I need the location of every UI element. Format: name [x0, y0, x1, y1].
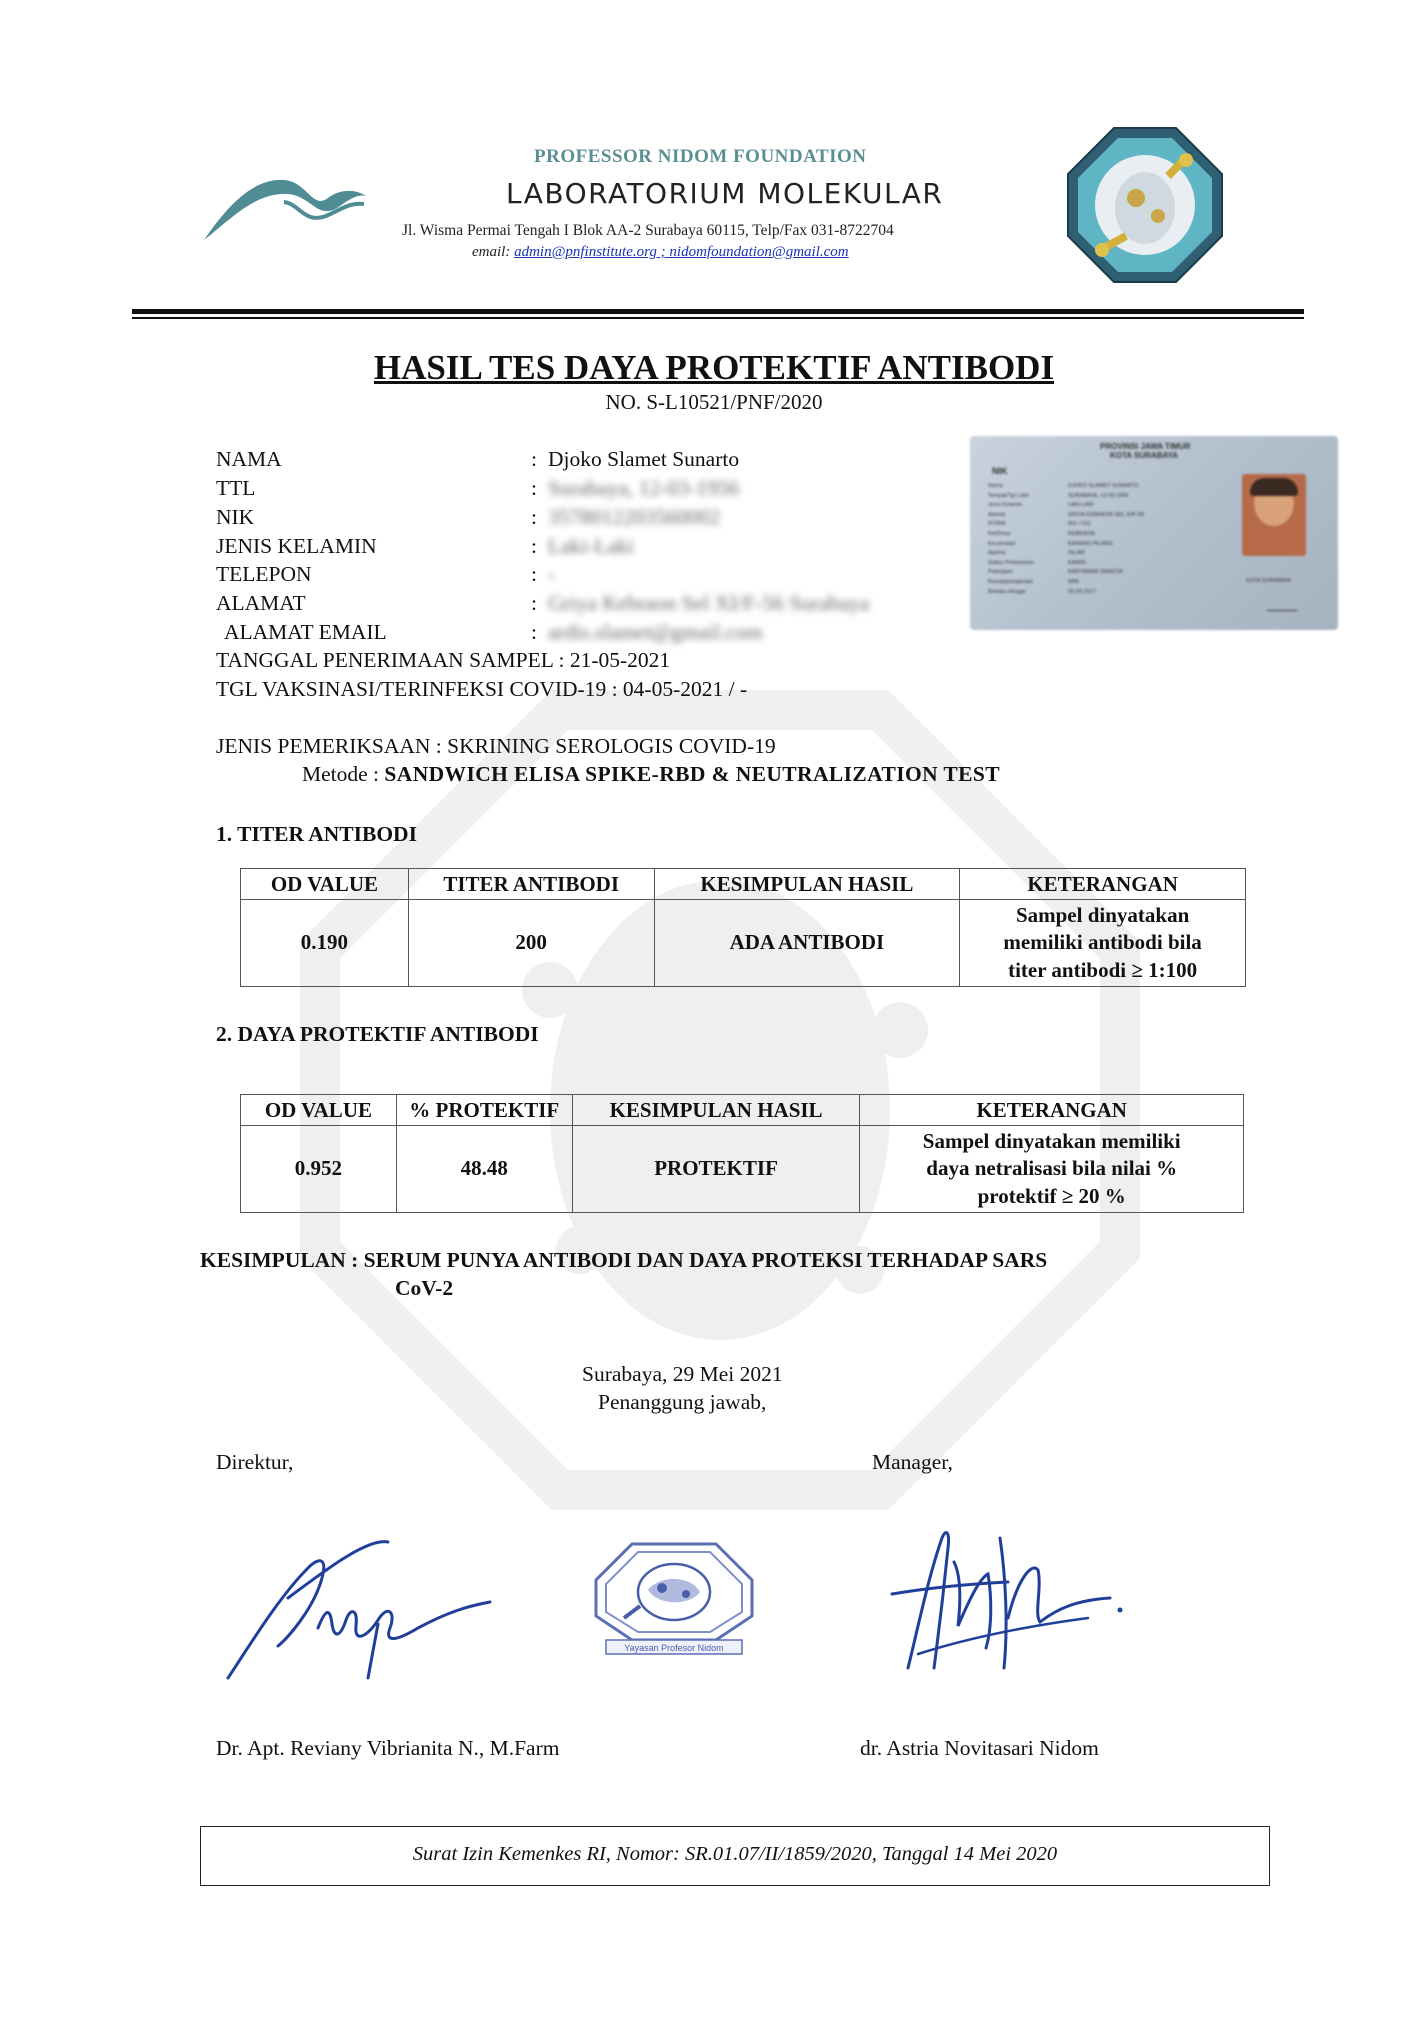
director-signature — [218, 1528, 498, 1688]
id-card-row: Alamat GRIYA KEBRAON SEL XI/F-56 — [988, 511, 1145, 518]
octagon-emblem — [1064, 124, 1226, 286]
id-card-row: Jenis Kelamin LAKI-LAKI — [988, 502, 1094, 509]
lab-address: Jl. Wisma Permai Tengah I Blok AA-2 Surabaya 60115, Telp/Fax 031-8722704 — [402, 222, 894, 239]
id-card-photo — [1242, 474, 1306, 556]
field-value-ttl: Surabaya, 12-03-1956 — [548, 476, 740, 500]
field-colon: : — [531, 591, 537, 615]
director-name: Dr. Apt. Reviany Vibrianita N., M.Farm — [216, 1736, 560, 1760]
field-label-ttl: TTL — [216, 476, 256, 500]
col-result: KESIMPULAN HASIL — [654, 869, 960, 900]
note-line: protektif ≥ 20 % — [977, 1183, 1126, 1208]
cell-result: ADA ANTIBODI — [654, 900, 960, 987]
field-value-gender: Laki-Laki — [548, 534, 634, 558]
method-label: Metode : — [302, 762, 385, 786]
cell-od: 0.952 — [241, 1126, 397, 1213]
org-name: PROFESSOR NIDOM FOUNDATION — [534, 146, 867, 167]
id-card-row: Tempat/Tgl Lahir SURABAYA, 12-03-1956 — [988, 492, 1129, 499]
note-line: Sampel dinyatakan — [1015, 903, 1190, 927]
titer-table — [240, 868, 1246, 987]
note-line: Sampel dinyatakan memiliki — [922, 1129, 1181, 1153]
method-value: SANDWICH ELISA SPIKE-RBD & NEUTRALIZATION TEST — [384, 762, 1000, 786]
header-rule — [132, 309, 1304, 314]
field-value-nama: Djoko Slamet Sunarto — [548, 447, 740, 471]
col-od-value: OD VALUE — [241, 1095, 397, 1126]
id-card-row: Nama DJOKO SLAMET SUNARTO — [988, 483, 1139, 489]
director-label: Direktur, — [216, 1450, 294, 1474]
field-value-phone: - — [548, 562, 556, 586]
lab-email — [472, 244, 849, 261]
col-note: KETERANGAN — [860, 1095, 1244, 1126]
cell-note — [960, 900, 1246, 987]
id-card-row: Agama ISLAM — [988, 550, 1085, 557]
lab-name: LABORATORIUM MOLEKULAR — [506, 177, 944, 210]
protective-table — [240, 1094, 1244, 1213]
table-row — [241, 900, 1246, 987]
document-title: HASIL TES DAYA PROTEKTIF ANTIBODI — [373, 348, 1055, 387]
manager-signature — [888, 1518, 1128, 1688]
id-card-row: Pekerjaan KARYAWAN SWASTA — [988, 569, 1123, 576]
section2-heading: 2. DAYA PROTEKTIF ANTIBODI — [216, 1022, 539, 1046]
field-label-phone: TELEPON — [216, 562, 312, 586]
document-number: NO. S-L10521/PNF/2020 — [605, 390, 823, 414]
responsible-label: Penanggung jawab, — [598, 1390, 767, 1414]
wave-logo — [200, 172, 370, 244]
stamp-text: Yayasan Profesor Nidom — [624, 1643, 724, 1653]
organization-stamp — [592, 1540, 756, 1656]
email-link[interactable]: admin@pnfinstitute.org ; nidomfoundation@gmail.com — [514, 244, 849, 260]
col-result: KESIMPULAN HASIL — [572, 1095, 860, 1126]
field-value-address: Griya Kebraon Sel XI/F-56 Surabaya — [548, 591, 870, 615]
id-card-row: RT/RW 001 / 012 — [988, 521, 1091, 528]
col-percent: % PROTEKTIF — [396, 1095, 572, 1126]
field-colon: : — [531, 476, 537, 500]
id-card-city: KOTA SURABAYA — [1110, 451, 1178, 460]
field-label-email: ALAMAT EMAIL — [224, 620, 387, 644]
exam-method — [302, 762, 1000, 787]
field-colon: : — [531, 505, 537, 529]
cell-titer: 200 — [408, 900, 654, 987]
id-card-province: PROVINSI JAWA TIMUR — [1100, 442, 1191, 451]
cell-result: PROTEKTIF — [572, 1126, 860, 1213]
place-date: Surabaya, 29 Mei 2021 — [582, 1362, 783, 1386]
field-label-address: ALAMAT — [216, 591, 306, 615]
field-colon: : — [531, 562, 537, 586]
note-line: titer antibodi ≥ 1:100 — [1008, 957, 1198, 982]
cell-percent: 48.48 — [396, 1126, 572, 1213]
col-titer: TITER ANTIBODI — [408, 869, 654, 900]
conclusion-line2: CoV-2 — [395, 1276, 454, 1300]
col-note: KETERANGAN — [960, 869, 1246, 900]
field-colon: : — [531, 534, 537, 558]
field-label-gender: JENIS KELAMIN — [216, 534, 377, 558]
field-value-nik: 3578012203560002 — [548, 505, 720, 529]
conclusion-line1: KESIMPULAN : SERUM PUNYA ANTIBODI DAN DAYA PROTEKSI TERHADAP SARS — [200, 1248, 1048, 1272]
manager-label: Manager, — [872, 1450, 953, 1474]
field-label-nik: NIK — [216, 505, 255, 529]
id-card-row: Status Perkawinan KAWIN — [988, 559, 1086, 566]
id-card-nik-label: NIK — [992, 466, 1008, 476]
note-line: daya netralisasi bila nilai % — [926, 1156, 1178, 1181]
sample-date: TANGGAL PENERIMAAN SAMPEL : 21-05-2021 — [216, 648, 671, 672]
cell-od: 0.190 — [241, 900, 409, 987]
table-row — [241, 1126, 1244, 1213]
manager-name: dr. Astria Novitasari Nidom — [860, 1736, 1099, 1760]
note-line: memiliki antibodi bila — [1003, 930, 1202, 955]
id-card-row: Kecamatan KARANG PILANG — [988, 540, 1113, 547]
id-card-row: Kewarganegaraan WNI — [988, 578, 1079, 585]
table-header-row — [241, 1095, 1244, 1126]
header-rule-thin — [132, 317, 1304, 319]
email-label: email: — [472, 244, 515, 260]
section1-heading: 1. TITER ANTIBODI — [216, 822, 417, 846]
cell-note — [860, 1126, 1244, 1213]
id-card-fields — [988, 482, 1218, 597]
exam-type: JENIS PEMERIKSAAN : SKRINING SEROLOGIS COVID-19 — [216, 734, 776, 758]
id-card-signature — [1267, 594, 1303, 611]
field-value-email: ardis.slamet@gmail.com — [548, 620, 763, 644]
id-card-photo-caption: KOTA SURABAYA — [1246, 578, 1291, 584]
id-card-row: Berlaku Hingga 20-03-2017 — [988, 588, 1097, 595]
field-colon: : — [531, 620, 537, 644]
id-card-image — [970, 436, 1338, 630]
id-card-row: Kel/Desa KEBRAON — [988, 530, 1095, 537]
field-label-nama: NAMA — [216, 447, 282, 471]
table-header-row — [241, 869, 1246, 900]
col-od-value: OD VALUE — [241, 869, 409, 900]
field-colon: : — [531, 447, 537, 471]
license-text: Surat Izin Kemenkes RI, Nomor: SR.01.07/II/1859/2020, Tanggal 14 Mei 2020 — [412, 1843, 1058, 1865]
license-box — [200, 1826, 1270, 1886]
vaccination-date: TGL VAKSINASI/TERINFEKSI COVID-19 : 04-05-2021 / - — [216, 677, 748, 701]
